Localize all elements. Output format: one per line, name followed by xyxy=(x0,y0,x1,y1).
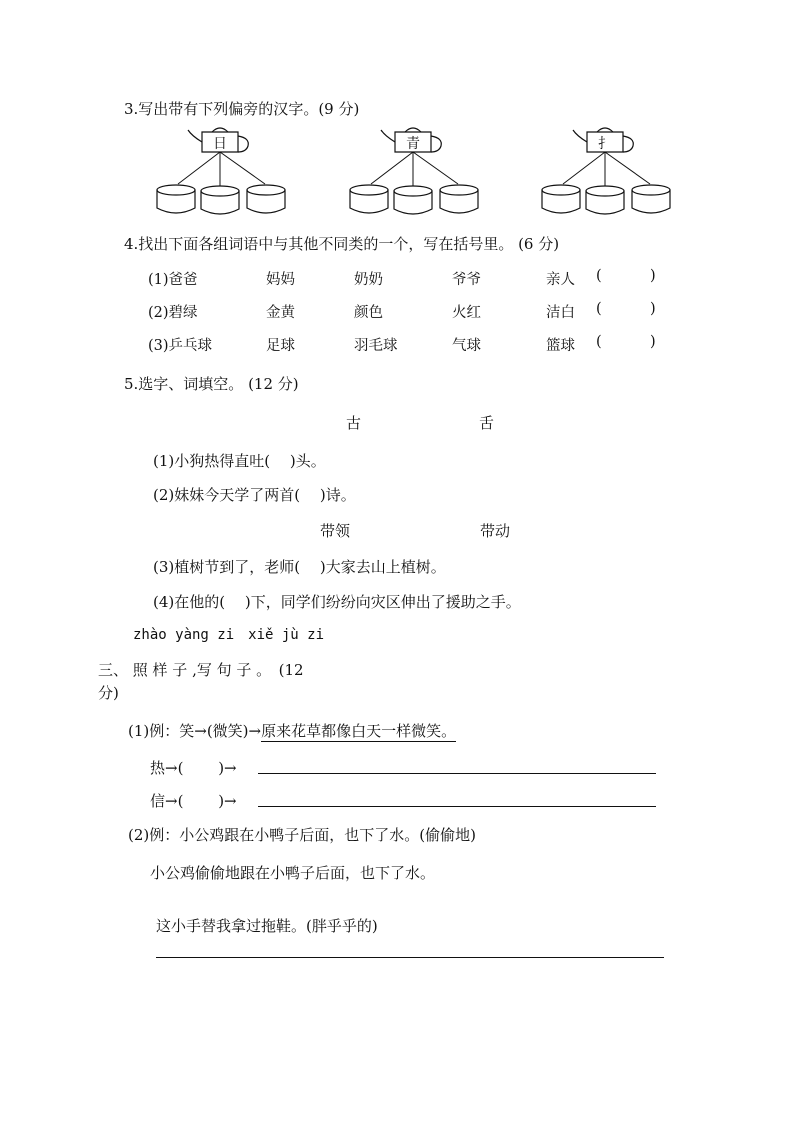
answer-paren-close: ) xyxy=(650,301,656,317)
answer-paren-open: ( xyxy=(596,268,602,284)
word-item: 篮球 xyxy=(546,338,575,354)
radical-label: 青 xyxy=(406,136,420,152)
example-1 xyxy=(128,720,456,741)
teapot-group-2 xyxy=(343,124,483,220)
q5-title: 5.选字、词填空。 (12 分) xyxy=(124,375,299,393)
word-item: 爷爷 xyxy=(452,272,481,288)
answer-line[interactable] xyxy=(156,957,664,958)
word-item: 洁白 xyxy=(546,305,575,321)
radical-label: 扌 xyxy=(598,136,612,152)
answer-paren-close: ) xyxy=(650,334,656,350)
example-2-prompt: (2)例：小公鸡跟在小鸭子后面，也下了水。(偷偷地) xyxy=(128,826,476,844)
fill-sentence-4: (4)在他的( )下，同学们纷纷向灾区伸出了援助之手。 xyxy=(153,593,521,611)
word-item: 羽毛球 xyxy=(354,338,398,354)
choice-word: 带领 xyxy=(320,522,351,540)
word-item: (1)爸爸 xyxy=(148,272,198,288)
word-item: 颜色 xyxy=(354,305,383,321)
answer-line[interactable] xyxy=(258,806,656,807)
fill-sentence-2: (2)妹妹今天学了两首( )诗。 xyxy=(153,486,356,504)
word-item: 气球 xyxy=(452,338,481,354)
q4-title: 4.找出下面各组词语中与其他不同类的一个，写在括号里。 (6 分) xyxy=(124,235,560,253)
section-heading: 三、 照 样 子 ,写 句 子 。 (12 xyxy=(98,661,304,679)
section-heading-cont: 分) xyxy=(98,684,119,702)
example-1-answer: 原来花草都像白天一样微笑。 xyxy=(261,722,457,740)
answer-paren-close: ) xyxy=(650,268,656,284)
answer-line[interactable] xyxy=(258,773,656,774)
example-2-sentence: 小公鸡偷偷地跟在小鸭子后面，也下了水。 xyxy=(150,864,436,882)
choice-word: 舌 xyxy=(479,414,495,432)
q3-title: 3.写出带有下列偏旁的汉字。(9 分) xyxy=(124,100,360,118)
teapot-group-3 xyxy=(535,124,675,220)
word-item: 奶奶 xyxy=(354,272,383,288)
item-1-label: 热→( )→ xyxy=(150,759,237,777)
pinyin-line: zhào yàng zi xiě jù zi xyxy=(133,627,325,643)
word-item: (2)碧绿 xyxy=(148,305,198,321)
example-1-prefix: (1)例：笑→(微笑)→ xyxy=(128,722,262,740)
answer-paren-open: ( xyxy=(596,334,602,350)
word-item: (3)乒乓球 xyxy=(148,338,213,354)
fill-sentence-1: (1)小狗热得直吐( )头。 xyxy=(153,452,326,470)
choice-word: 古 xyxy=(346,414,362,432)
item-2-label: 信→( )→ xyxy=(150,792,237,810)
radical-label: 日 xyxy=(213,136,227,152)
word-item: 妈妈 xyxy=(266,272,295,288)
answer-paren-open: ( xyxy=(596,301,602,317)
word-item: 火红 xyxy=(452,305,481,321)
choice-word: 带动 xyxy=(480,522,511,540)
teapot-group-1 xyxy=(150,124,290,220)
word-item: 亲人 xyxy=(546,272,575,288)
task-sentence: 这小手替我拿过拖鞋。(胖乎乎的) xyxy=(156,917,378,935)
word-item: 足球 xyxy=(266,338,295,354)
fill-sentence-3: (3)植树节到了，老师( )大家去山上植树。 xyxy=(153,558,446,576)
word-item: 金黄 xyxy=(266,305,295,321)
